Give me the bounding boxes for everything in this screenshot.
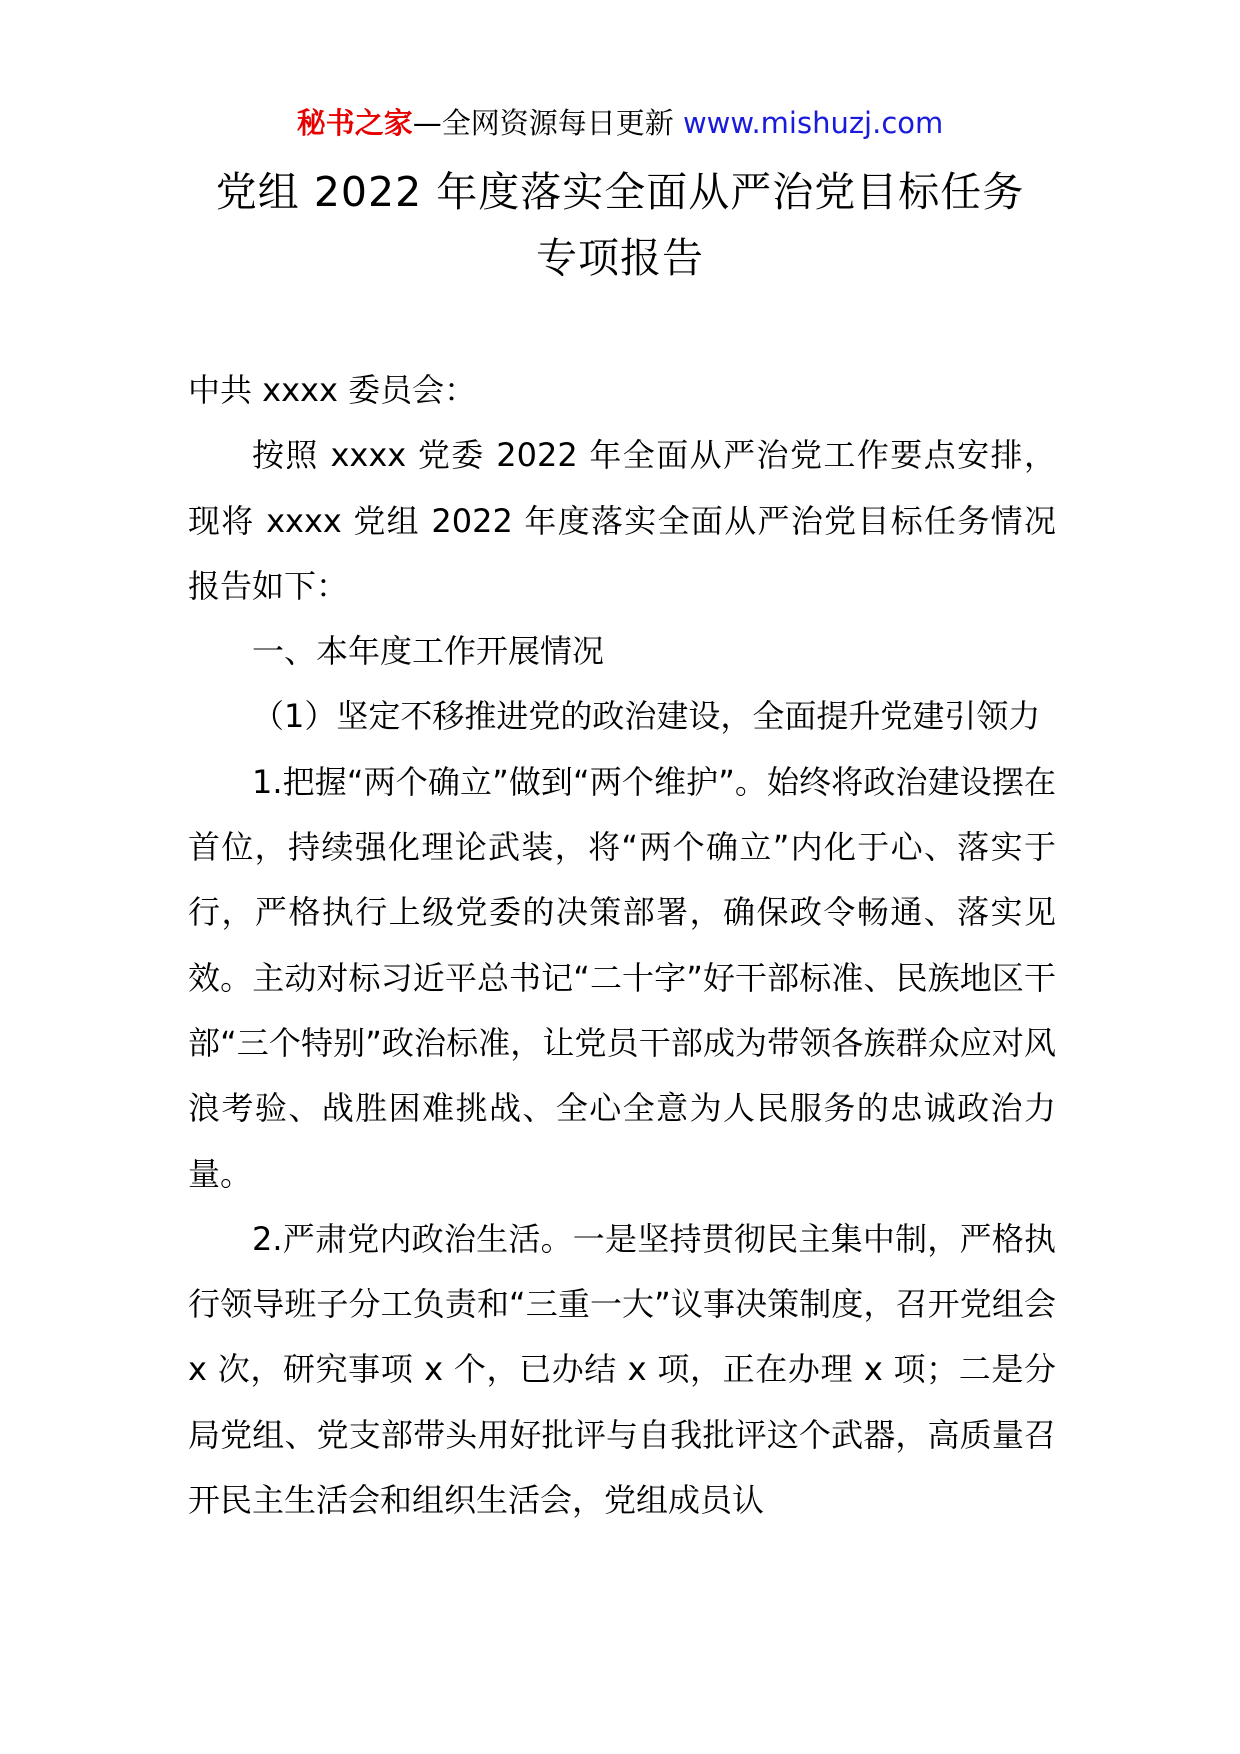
- item-paragraph-1: 1.把握“两个确立”做到“两个维护”。始终将政治建设摆在首位，持续强化理论武装，将“两个确立”内化于心、落实于行，严格执行上级党委的决策部署，确保政令畅通、落实见效。主动对标习近平总书记“二十字”好干部标准、民族地区干部“三个特别”政治标准，让党员干部成为带领各族群众应对风浪考验、战胜困难挑战、全心全意为人民服务的忠诚政治力量。: [188, 762, 1056, 1193]
- section-heading-1: 一、本年度工作开展情况: [252, 632, 605, 671]
- document-body: [188, 358, 1056, 1533]
- subsection-heading-1: （1）坚定不移推进党的政治建设，全面提升党建引领力: [252, 697, 1041, 736]
- watermark-banner: [0, 103, 1240, 143]
- document-title-line1: 党组 2022 年度落实全面从严治党目标任务: [215, 168, 1025, 216]
- brand-slogan: —全网资源每日更新: [412, 106, 683, 140]
- brand-url: www.mishuzj.com: [682, 106, 944, 140]
- document-title-line2: 专项报告: [536, 234, 704, 282]
- brand-name: 秘书之家: [296, 106, 413, 140]
- salutation: 中共 xxxx 委员会：: [188, 371, 477, 409]
- intro-paragraph: 按照 xxxx 党委 2022 年全面从严治党工作要点安排，现将 xxxx 党组 2022 年度落实全面从严治党目标任务情况报告如下：: [188, 436, 1056, 605]
- item-paragraph-2: 2.严肃党内政治生活。一是坚持贯彻民主集中制，严格执行领导班子分工负责和“三重一大”议事决策制度，召开党组会 x 次，研究事项 x 个，已办结 x 项，正在办理 x 项；二是分局党组、党支部带头用好批评与自我批评这个武器，高质量召开民主生活会和组织生活会，党组成员认: [188, 1219, 1056, 1520]
